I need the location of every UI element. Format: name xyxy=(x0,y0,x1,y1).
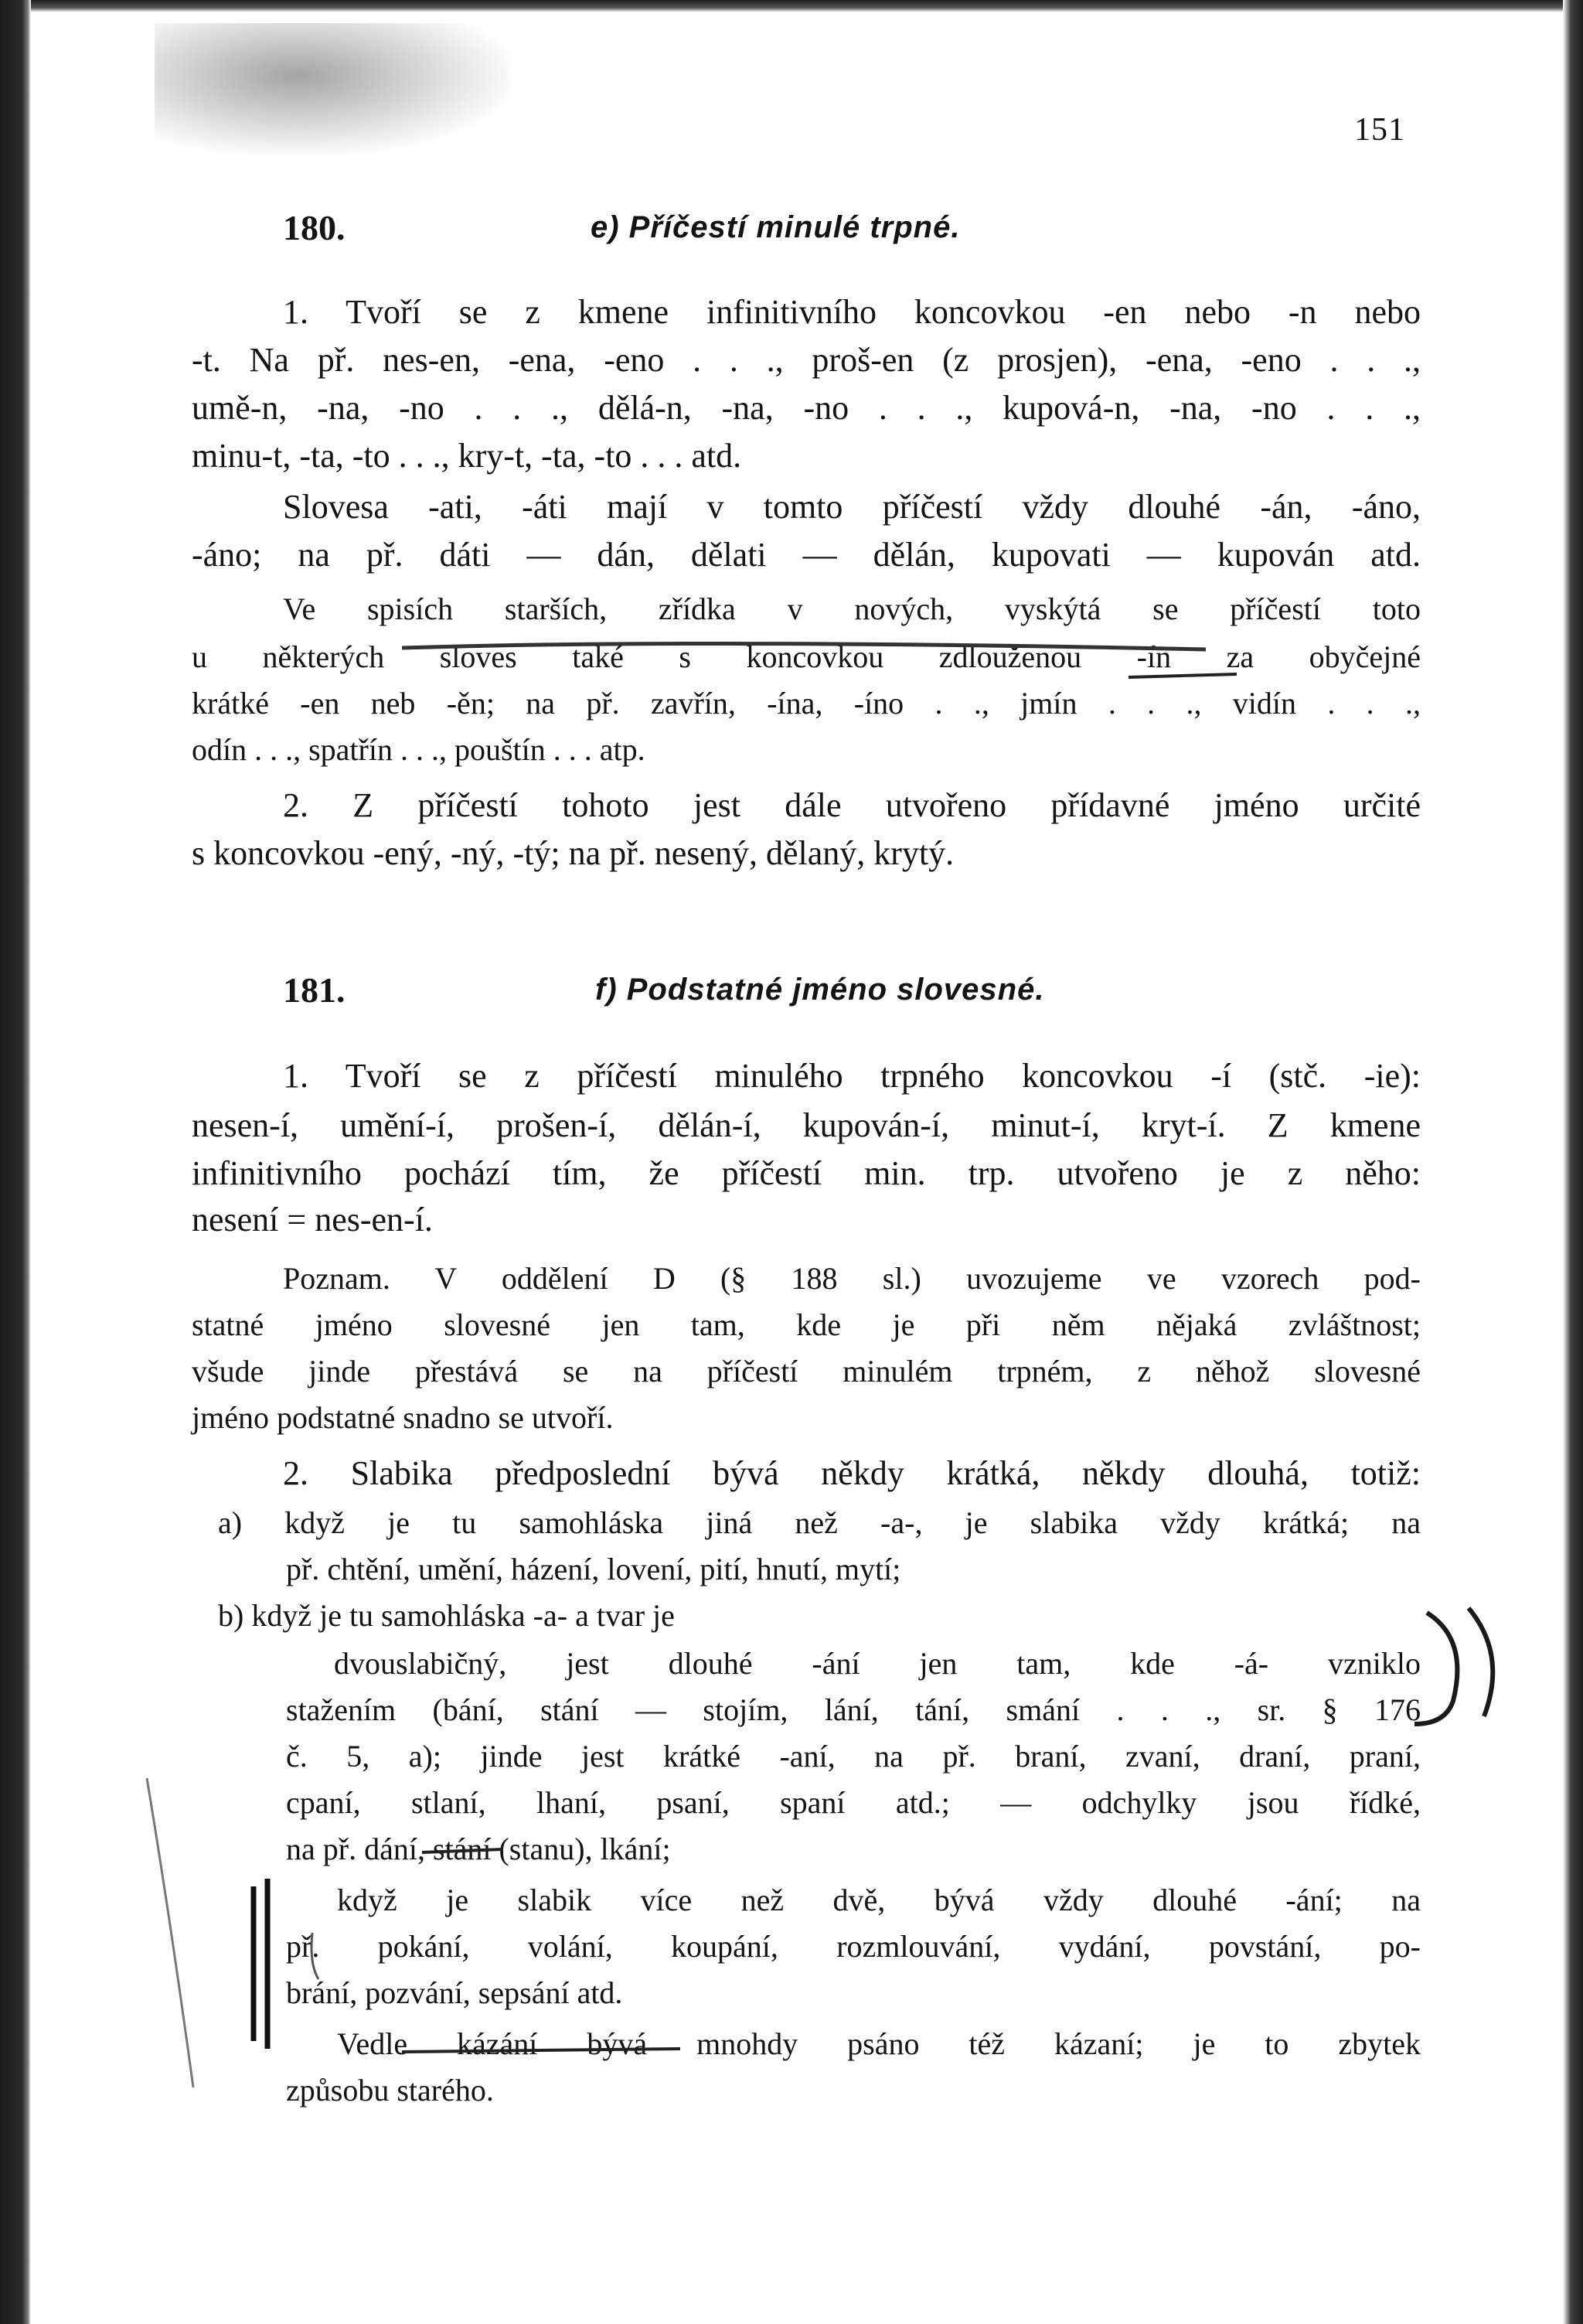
text-line: statné jméno slovesné jen tam, kde je při něm nějaká zvláštnost; xyxy=(192,1307,1421,1342)
text-line: 1. Tvoří se z příčestí minulého trpného koncovkou -í (stč. -ie): xyxy=(283,1057,1421,1095)
text-line: Vedle kázání bývá mnohdy psáno též kázaní; je to zbytek xyxy=(337,2026,1421,2061)
text-line: př. chtění, umění, házení, lovení, pití, hnutí, mytí; xyxy=(286,1552,901,1586)
text-line: brání, pozvání, sepsání atd. xyxy=(286,1975,623,2010)
underline-mark xyxy=(402,2049,680,2052)
margin-scribble xyxy=(311,1933,318,1979)
text-line: jméno podstatné snadno se utvoří. xyxy=(192,1400,614,1435)
underline-mark xyxy=(422,1849,502,1852)
text-line: nesen-í, umění-í, prošen-í, dělán-í, kupován-í, minut-í, kryt-í. Z kmene xyxy=(192,1106,1421,1144)
text-line: krátké -en neb -ěn; na př. zavřín, -ína, -íno . ., jmín . . ., vidín . . ., xyxy=(192,686,1421,721)
text-line: Ve spisích starších, zřídka v nových, vyskýtá se příčestí toto xyxy=(283,591,1421,626)
text-line: př. pokání, volání, koupání, rozmlouvání, vydání, povstání, po- xyxy=(286,1929,1421,1964)
bracket-mark xyxy=(1414,1613,1457,1724)
text-line: infinitivního pochází tím, že příčestí min. trp. utvořeno je z něho: xyxy=(192,1154,1421,1192)
margin-scribble xyxy=(147,1778,193,2087)
bracket-mark xyxy=(1469,1608,1493,1716)
page-number: 151 xyxy=(1354,112,1405,148)
text-line: a) když je tu samohláska jiná než -a-, je slabika vždy krátká; na xyxy=(218,1505,1421,1540)
text-line: umě-n, -na, -no . . ., dělá-n, -na, -no . . ., kupová-n, -na, -no . . ., xyxy=(192,389,1421,427)
text-line: dvouslabičný, jest dlouhé -ání jen tam, kde -á- vzniklo xyxy=(334,1646,1421,1681)
text-line: Poznam. V oddělení D (§ 188 sl.) uvozujeme ve vzorech pod- xyxy=(283,1261,1421,1296)
text-line: 2. Z příčestí tohoto jest dále utvořeno přídavné jméno určité xyxy=(283,786,1421,824)
text-line: způsobu starého. xyxy=(286,2073,494,2108)
underline-mark xyxy=(402,643,1206,649)
text-line: b) když je tu samohláska -a- a tvar je xyxy=(218,1598,675,1633)
text-line: odín . . ., spatřín . . ., pouštín . . . atp. xyxy=(192,732,645,767)
text-line: Slovesa -ati, -áti mají v tomto příčestí vždy dlouhé -án, -áno, xyxy=(283,488,1421,526)
section-title: e) Příčestí minulé trpné. xyxy=(591,210,961,244)
text-line: cpaní, stlaní, lhaní, psaní, spaní atd.; — odchylky jsou řídké, xyxy=(286,1785,1421,1820)
text-line: č. 5, a); jinde jest krátké -aní, na př. braní, zvaní, draní, praní, xyxy=(286,1739,1421,1774)
text-line: nesení = nes-en-í. xyxy=(192,1201,433,1239)
text-line: u některých sloves také s koncovkou zdlouženou -ín za obyčejné xyxy=(192,639,1421,674)
section-number: 180. xyxy=(283,208,346,247)
text-line: -t. Na př. nes-en, -ena, -eno . . ., proš-en (z prosjen), -ena, -eno . . ., xyxy=(192,341,1421,379)
text-line: stažením (bání, stání — stojím, lání, tání, smání . . ., sr. § 176 xyxy=(286,1692,1421,1727)
section-title: f) Podstatné jméno slovesné. xyxy=(595,973,1045,1007)
text-line: všude jinde přestává se na příčestí minulém trpném, z něhož slovesné xyxy=(192,1354,1421,1389)
text-line: 1. Tvoří se z kmene infinitivního koncovkou -en nebo -n nebo xyxy=(283,293,1421,331)
text-line: s koncovkou -ený, -ný, -tý; na př. nesený, dělaný, krytý. xyxy=(192,834,955,872)
text-line: na př. dání, stání (stanu), lkání; xyxy=(286,1832,671,1866)
underline-mark xyxy=(1129,674,1237,677)
text-line: když je slabik více než dvě, bývá vždy dlouhé -ání; na xyxy=(337,1883,1421,1917)
section-number: 181. xyxy=(283,970,346,1010)
text-line: 2. Slabika předposlední bývá někdy krátká, někdy dlouhá, totiž: xyxy=(283,1454,1421,1492)
text-line: minu-t, -ta, -to . . ., kry-t, -ta, -to . . . atd. xyxy=(192,437,742,475)
text-line: -áno; na př. dáti — dán, dělati — dělán, kupovati — kupován atd. xyxy=(192,536,1421,574)
